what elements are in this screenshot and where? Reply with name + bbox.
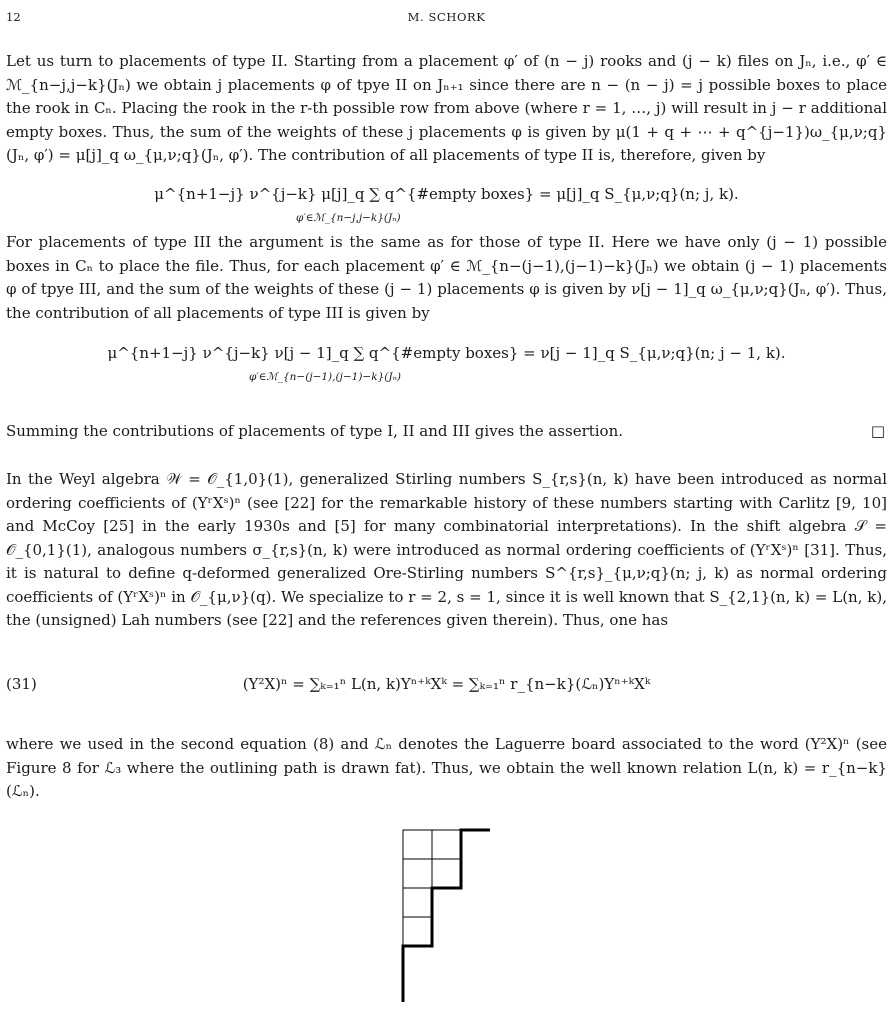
running-header (6, 6, 887, 24)
paragraph-weyl-algebra: In the Weyl algebra 𝒲 = 𝒪_{1,0}(1), generalized Stirling numbers S_{r,s}(n, k) have been introduced as normal ordering coefficients of (YʳXˢ)ⁿ (see [22] for the remarkable history of these numbers starting with Carlitz [9, 10] and McCoy [25] in the early 1930s and [5] for many combinatorial interpretations). In the shift algebra 𝒮 = 𝒪_{0,1}(1), analogous numbers σ_{r,s}(n, k) were introduced as normal ordering coefficients of (YʳXˢ)ⁿ [31]. Thus, it is natural to define q-deformed generalized Ore-Stirling numbers S^{r,s}_{μ,ν;q}(n; j, k) as normal ordering coefficients of (YʳXˢ)ⁿ in 𝒪_{μ,ν}(q). We specialize to r = 2, s = 1, since it is well known that S_{2,1}(n, k) = L(n, k), the (unsigned) Lah numbers (see [22] and the references given therein). Thus, one has (6, 470, 887, 629)
board-cell (432, 830, 461, 859)
board-cell (403, 888, 432, 917)
equation-31 (6, 661, 887, 709)
equation-type-iii-sum-index: φ′∈ℳ_{n−(j−1),(j−1)−k}(Jₙ) (249, 371, 401, 383)
equation-type-iii-body: μ^{n+1−j} ν^{j−k} ν[j − 1]_q ∑ q^{#empty boxes} = ν[j − 1]_q S_{μ,ν;q}(n; j − 1, k). (107, 344, 786, 362)
paragraph-laguerre: where we used in the second equation (8) and ℒₙ denotes the Laguerre board associated to the word (Y²X)ⁿ (see Figure 8 for ℒ₃ where the outlining path is drawn fat). Thus, we obtain the well known relation L(n, k) = r_{n−k}(ℒₙ). (6, 735, 887, 800)
outlining-path (403, 830, 490, 1002)
laguerre-board-figure (395, 825, 495, 1010)
laguerre-board-svg (395, 825, 495, 1010)
page-number: 12 (6, 10, 21, 24)
equation-type-iii (6, 342, 887, 390)
paragraph-type-ii: Let us turn to placements of type II. Starting from a placement φ′ of (n − j) rooks and (j − k) files on Jₙ, i.e., φ′ ∈ ℳ_{n−j,j−k}(Jₙ) we obtain j placements φ of tpye II on Jₙ₊₁ since there are n − (n − j) = j possible boxes to place the rook in Cₙ. Placing the rook in the r-th possible row from above (where r = 1, …, j) will result in j − r additional empty boxes. Thus, the sum of the weights of these j placements φ is given by μ(1 + q + ⋯ + q^{j−1})ω_{μ,ν;q}(Jₙ, φ′) = μ[j]_q ω_{μ,ν;q}(Jₙ, φ′). The contribution of all placements of type II is, therefore, given by (6, 52, 887, 164)
equation-number: (31) (6, 675, 37, 693)
paragraph-type-iii: For placements of type III the argument is the same as for those of type II. Here we have only (j − 1) possible boxes in Cₙ to place the file. Thus, for each placement φ′ ∈ ℳ_{n−(j−1),(j−1)−k}(Jₙ) we obtain (j − 1) placements φ of tpye III, and the sum of the weights of these (j − 1) placements φ is given by ν[j − 1]_q ω_{μ,ν;q}(Jₙ, φ′). Thus, the contribution of all placements of type III is given by (6, 233, 887, 322)
board-cell (403, 917, 432, 946)
equation-type-ii-sum-index: φ′∈ℳ_{n−j,j−k}(Jₙ) (296, 212, 401, 224)
board-cell (403, 830, 432, 859)
paragraph-summing: Summing the contributions of placements of type I, II and III gives the assertion. (6, 422, 624, 440)
board-cell (432, 859, 461, 888)
author-name: M. SCHORK (407, 10, 486, 24)
equation-type-ii (6, 183, 887, 231)
equation-31-body: (Y²X)ⁿ = ∑ₖ₌₁ⁿ L(n, k)Yⁿ⁺ᵏXᵏ = ∑ₖ₌₁ⁿ r_{n−k}(ℒₙ)Yⁿ⁺ᵏXᵏ (242, 675, 651, 693)
equation-type-ii-body: μ^{n+1−j} ν^{j−k} μ[j]_q ∑ q^{#empty boxes} = μ[j]_q S_{μ,ν;q}(n; j, k). (154, 185, 739, 203)
qed-symbol: □ (870, 422, 885, 440)
board-cell (403, 859, 432, 888)
